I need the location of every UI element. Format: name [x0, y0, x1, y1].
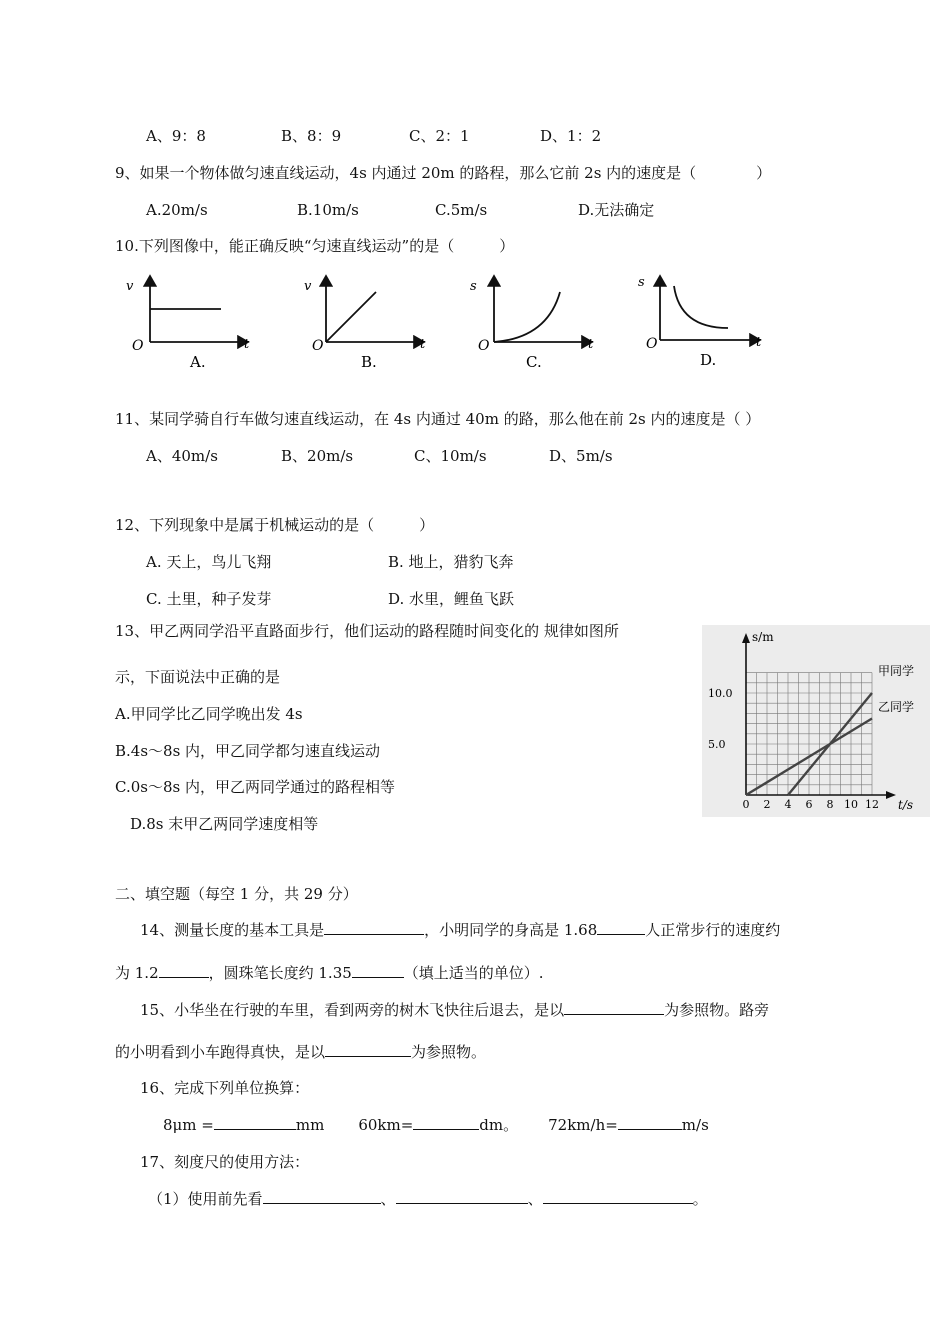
graph-d-curve — [674, 286, 728, 328]
graph-a-caption: A. — [190, 353, 206, 371]
q16-c-text: 72km/h= — [548, 1116, 618, 1134]
q15-text-2: 为参照物。路旁 — [664, 1001, 770, 1019]
q17-sep-2: 、 — [527, 1190, 543, 1208]
q16-conversions — [163, 1115, 709, 1135]
q16-a-unit: mm — [295, 1116, 325, 1134]
q16-stem: 16、完成下列单位换算： — [140, 1079, 310, 1097]
graph-c-curve — [494, 292, 560, 342]
q13-option-b: B.4s～8s 内，甲乙同学都匀速直线运动 — [115, 742, 381, 760]
graph-b-ylabel: v — [304, 279, 312, 294]
chart-ylabel: s/m — [752, 630, 774, 644]
q8-option-b: B、8：9 — [281, 127, 342, 145]
y-tick-label: 5.0 — [708, 738, 726, 751]
q10-graph-c — [462, 272, 602, 372]
q17-text-1: （1）使用前先看 — [148, 1190, 263, 1208]
q15-blank-2[interactable] — [325, 1042, 411, 1057]
q16-blank-a[interactable] — [214, 1115, 296, 1130]
q10-graph-a — [118, 272, 258, 372]
x-tick-label: 10 — [844, 798, 858, 811]
q11-option-d: D、5m/s — [549, 447, 613, 465]
graph-d-origin: O — [646, 336, 658, 352]
q15-text-4: 为参照物。 — [411, 1043, 487, 1061]
q10-graph-d — [630, 272, 770, 372]
q12-stem: 12、下列现象中是属于机械运动的是（ ） — [115, 516, 435, 534]
x-tick-label: 6 — [805, 798, 813, 811]
q16-b-text: 60km= — [358, 1116, 414, 1134]
y-tick-label: 10.0 — [708, 687, 733, 700]
q17-sep-1: 、 — [380, 1190, 396, 1208]
graph-a-origin: O — [132, 338, 144, 354]
q17-stem: 17、刻度尺的使用方法： — [140, 1153, 310, 1171]
q15-text-1: 15、小华坐在行驶的车里，看到两旁的树木飞快往后退去，是以 — [140, 1001, 565, 1019]
q17-line1 — [148, 1189, 708, 1209]
q9-option-c: C.5m/s — [435, 201, 488, 219]
q12-option-a: A. 天上，鸟儿飞翔 — [146, 553, 272, 571]
q13-stem-line2: 示，下面说法中正确的是 — [115, 668, 281, 686]
q14-text-3: 人正常步行的速度约 — [645, 921, 781, 939]
q14-text-4: 为 1.2 — [115, 964, 159, 982]
q15-line1 — [140, 1000, 769, 1020]
q11-option-c: C、10m/s — [414, 447, 487, 465]
legend-series-jia: 甲同学 — [878, 664, 915, 678]
q8-option-a: A、9：8 — [146, 127, 206, 145]
graph-c-origin: O — [478, 338, 490, 354]
x-tick-label: 8 — [826, 798, 834, 811]
q9-option-b: B.10m/s — [297, 201, 359, 219]
chart-xlabel: t/s — [898, 798, 914, 812]
q13-st-chart — [702, 625, 930, 817]
q17-blank-3[interactable] — [543, 1189, 693, 1204]
q9-option-d: D.无法确定 — [578, 201, 655, 219]
q11-stem: 11、某同学骑自行车做匀速直线运动，在 4s 内通过 40m 的路，那么他在前 2s 内的速度是（ ） — [115, 410, 761, 428]
graph-b-xlabel: t — [420, 337, 426, 352]
graph-d-ylabel: s — [638, 275, 645, 290]
graph-b-origin: O — [312, 338, 324, 354]
q15-blank-1[interactable] — [564, 1000, 664, 1015]
q14-text-2: ，小明同学的身高是 1.68 — [424, 921, 598, 939]
chart-background — [702, 625, 930, 817]
x-tick-label: 4 — [784, 798, 792, 811]
q14-text-5: ，圆珠笔长度约 1.35 — [208, 964, 352, 982]
q17-blank-1[interactable] — [263, 1189, 381, 1204]
q17-end: 。 — [692, 1190, 708, 1208]
q14-line2 — [115, 963, 544, 983]
section2-title: 二、填空题（每空 1 分，共 29 分） — [115, 885, 358, 903]
q14-blank-height-unit[interactable] — [597, 920, 645, 935]
q12-option-c: C. 土里，种子发芽 — [146, 590, 272, 608]
graph-b-caption: B. — [361, 353, 377, 371]
q14-blank-speed-unit[interactable] — [159, 963, 209, 978]
q14-blank-pen-unit[interactable] — [352, 963, 404, 978]
graph-a-ylabel: v — [126, 279, 134, 294]
q16-blank-c[interactable] — [618, 1115, 682, 1130]
q16-b-unit: dm。 — [479, 1116, 519, 1134]
q14-text-1: 14、测量长度的基本工具是 — [140, 921, 325, 939]
graph-c-ylabel: s — [470, 279, 477, 294]
q11-option-a: A、40m/s — [146, 447, 218, 465]
q17-blank-2[interactable] — [396, 1189, 528, 1204]
q16-a-text: 8μm = — [163, 1116, 214, 1134]
q14-line1 — [140, 920, 780, 940]
q8-option-d: D、1：2 — [540, 127, 602, 145]
graph-c-xlabel: t — [588, 337, 594, 352]
q10-graph-b — [296, 272, 436, 372]
legend-series-yi: 乙同学 — [878, 700, 915, 714]
q13-option-c: C.0s～8s 内，甲乙两同学通过的路程相等 — [115, 778, 395, 796]
q12-option-d: D. 水里，鲤鱼飞跃 — [388, 590, 515, 608]
q8-option-c: C、2：1 — [409, 127, 470, 145]
graph-c-caption: C. — [526, 353, 542, 371]
q13-option-d: D.8s 末甲乙两同学速度相等 — [130, 815, 319, 833]
q15-text-3: 的小明看到小车跑得真快，是以 — [115, 1043, 326, 1061]
q14-text-6: （填上适当的单位）. — [403, 964, 544, 982]
q15-line2 — [115, 1042, 486, 1062]
x-tick-label: 0 — [742, 798, 750, 811]
x-tick-label: 2 — [763, 798, 771, 811]
q9-option-a: A.20m/s — [146, 201, 208, 219]
q10-stem: 10.下列图像中，能正确反映“匀速直线运动”的是（ ） — [115, 237, 515, 255]
q11-option-b: B、20m/s — [281, 447, 354, 465]
q13-option-a: A.甲同学比乙同学晚出发 4s — [115, 705, 303, 723]
q9-stem: 9、如果一个物体做匀速直线运动，4s 内通过 20m 的路程，那么它前 2s 内的速度是（ ） — [115, 164, 772, 182]
q16-c-unit: m/s — [681, 1116, 709, 1134]
x-tick-label: 12 — [865, 798, 879, 811]
q14-blank-tool[interactable] — [324, 920, 424, 935]
q16-blank-b[interactable] — [413, 1115, 479, 1130]
graph-b-curve — [326, 292, 376, 342]
q13-stem-line1: 13、甲乙两同学沿平直路面步行，他们运动的路程随时间变化的 规律如图所 — [115, 622, 619, 640]
graph-d-caption: D. — [700, 351, 717, 369]
graph-a-xlabel: t — [244, 337, 250, 352]
graph-d-xlabel: t — [756, 335, 762, 350]
q12-option-b: B. 地上，猎豹飞奔 — [388, 553, 514, 571]
